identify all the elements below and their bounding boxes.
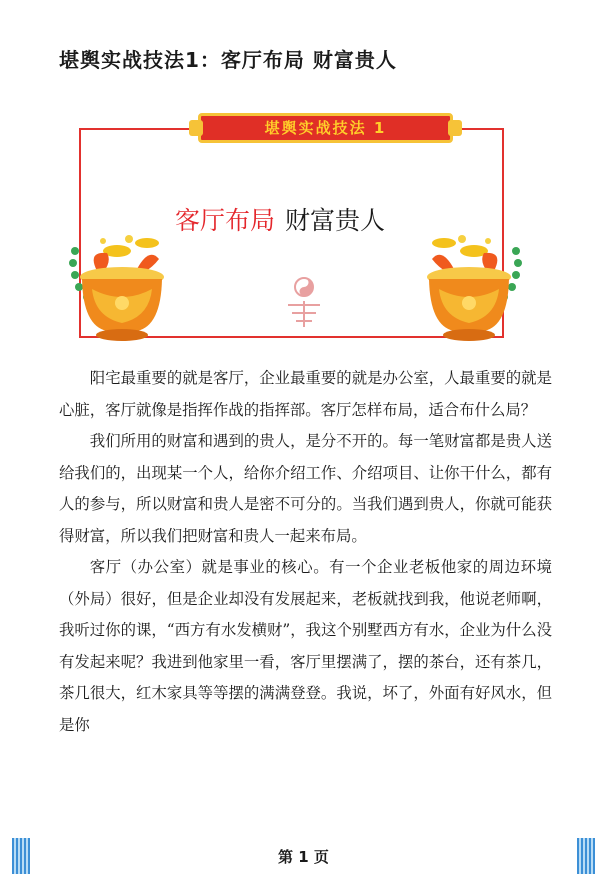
treasure-pot-icon: [67, 231, 177, 346]
footer-decoration-right: [577, 838, 595, 874]
page-number: 第 1 页: [278, 848, 329, 866]
yin-yang-seal-icon: [282, 273, 326, 329]
paragraph: 阳宅最重要的就是客厅，企业最重要的就是办公室，人最重要的就是心脏，客厅就像是指挥作战的指挥部。客厅怎样布局，适合布什么局？: [59, 369, 552, 419]
chapter-banner: [67, 113, 522, 348]
paragraph: 我们所用的财富和遇到的贵人，是分不开的。每一笔财富都是贵人送给我们的，出现某一个人，给你介绍工作、介绍项目、让你干什么，都有人的参与，所以财富和贵人是密不可分的。当我们遇到贵人，你就可能获得财富，所以我们把财富和贵人一起来布局。: [59, 432, 552, 545]
banner-subtitle-red: 客厅布局: [175, 206, 276, 235]
treasure-pot-icon: [414, 231, 524, 346]
banner-tag: 堪舆实战技法 1: [198, 113, 453, 143]
banner-subtitle-black: 财富贵人: [285, 206, 386, 235]
body-text: [59, 363, 552, 741]
paragraph: 客厅（办公室）就是事业的核心。有一个企业老板他家的周边环境（外局）很好，但是企业却没有发展起来，老板就找到我，他说老师啊，我听过你的课，“西方有水发横财”，我这个别墅西方有水，企业为什么没有发起来呢？我进到他家里一看，客厅里摆满了，摆的茶台，还有茶几，茶几很大，红木家具等等摆的满满登登。我说，坏了，外面有好风水，但是你: [59, 558, 552, 734]
page-title: 堪舆实战技法1：客厅布局 财富贵人: [59, 48, 397, 72]
banner-subtitle: [175, 201, 385, 237]
